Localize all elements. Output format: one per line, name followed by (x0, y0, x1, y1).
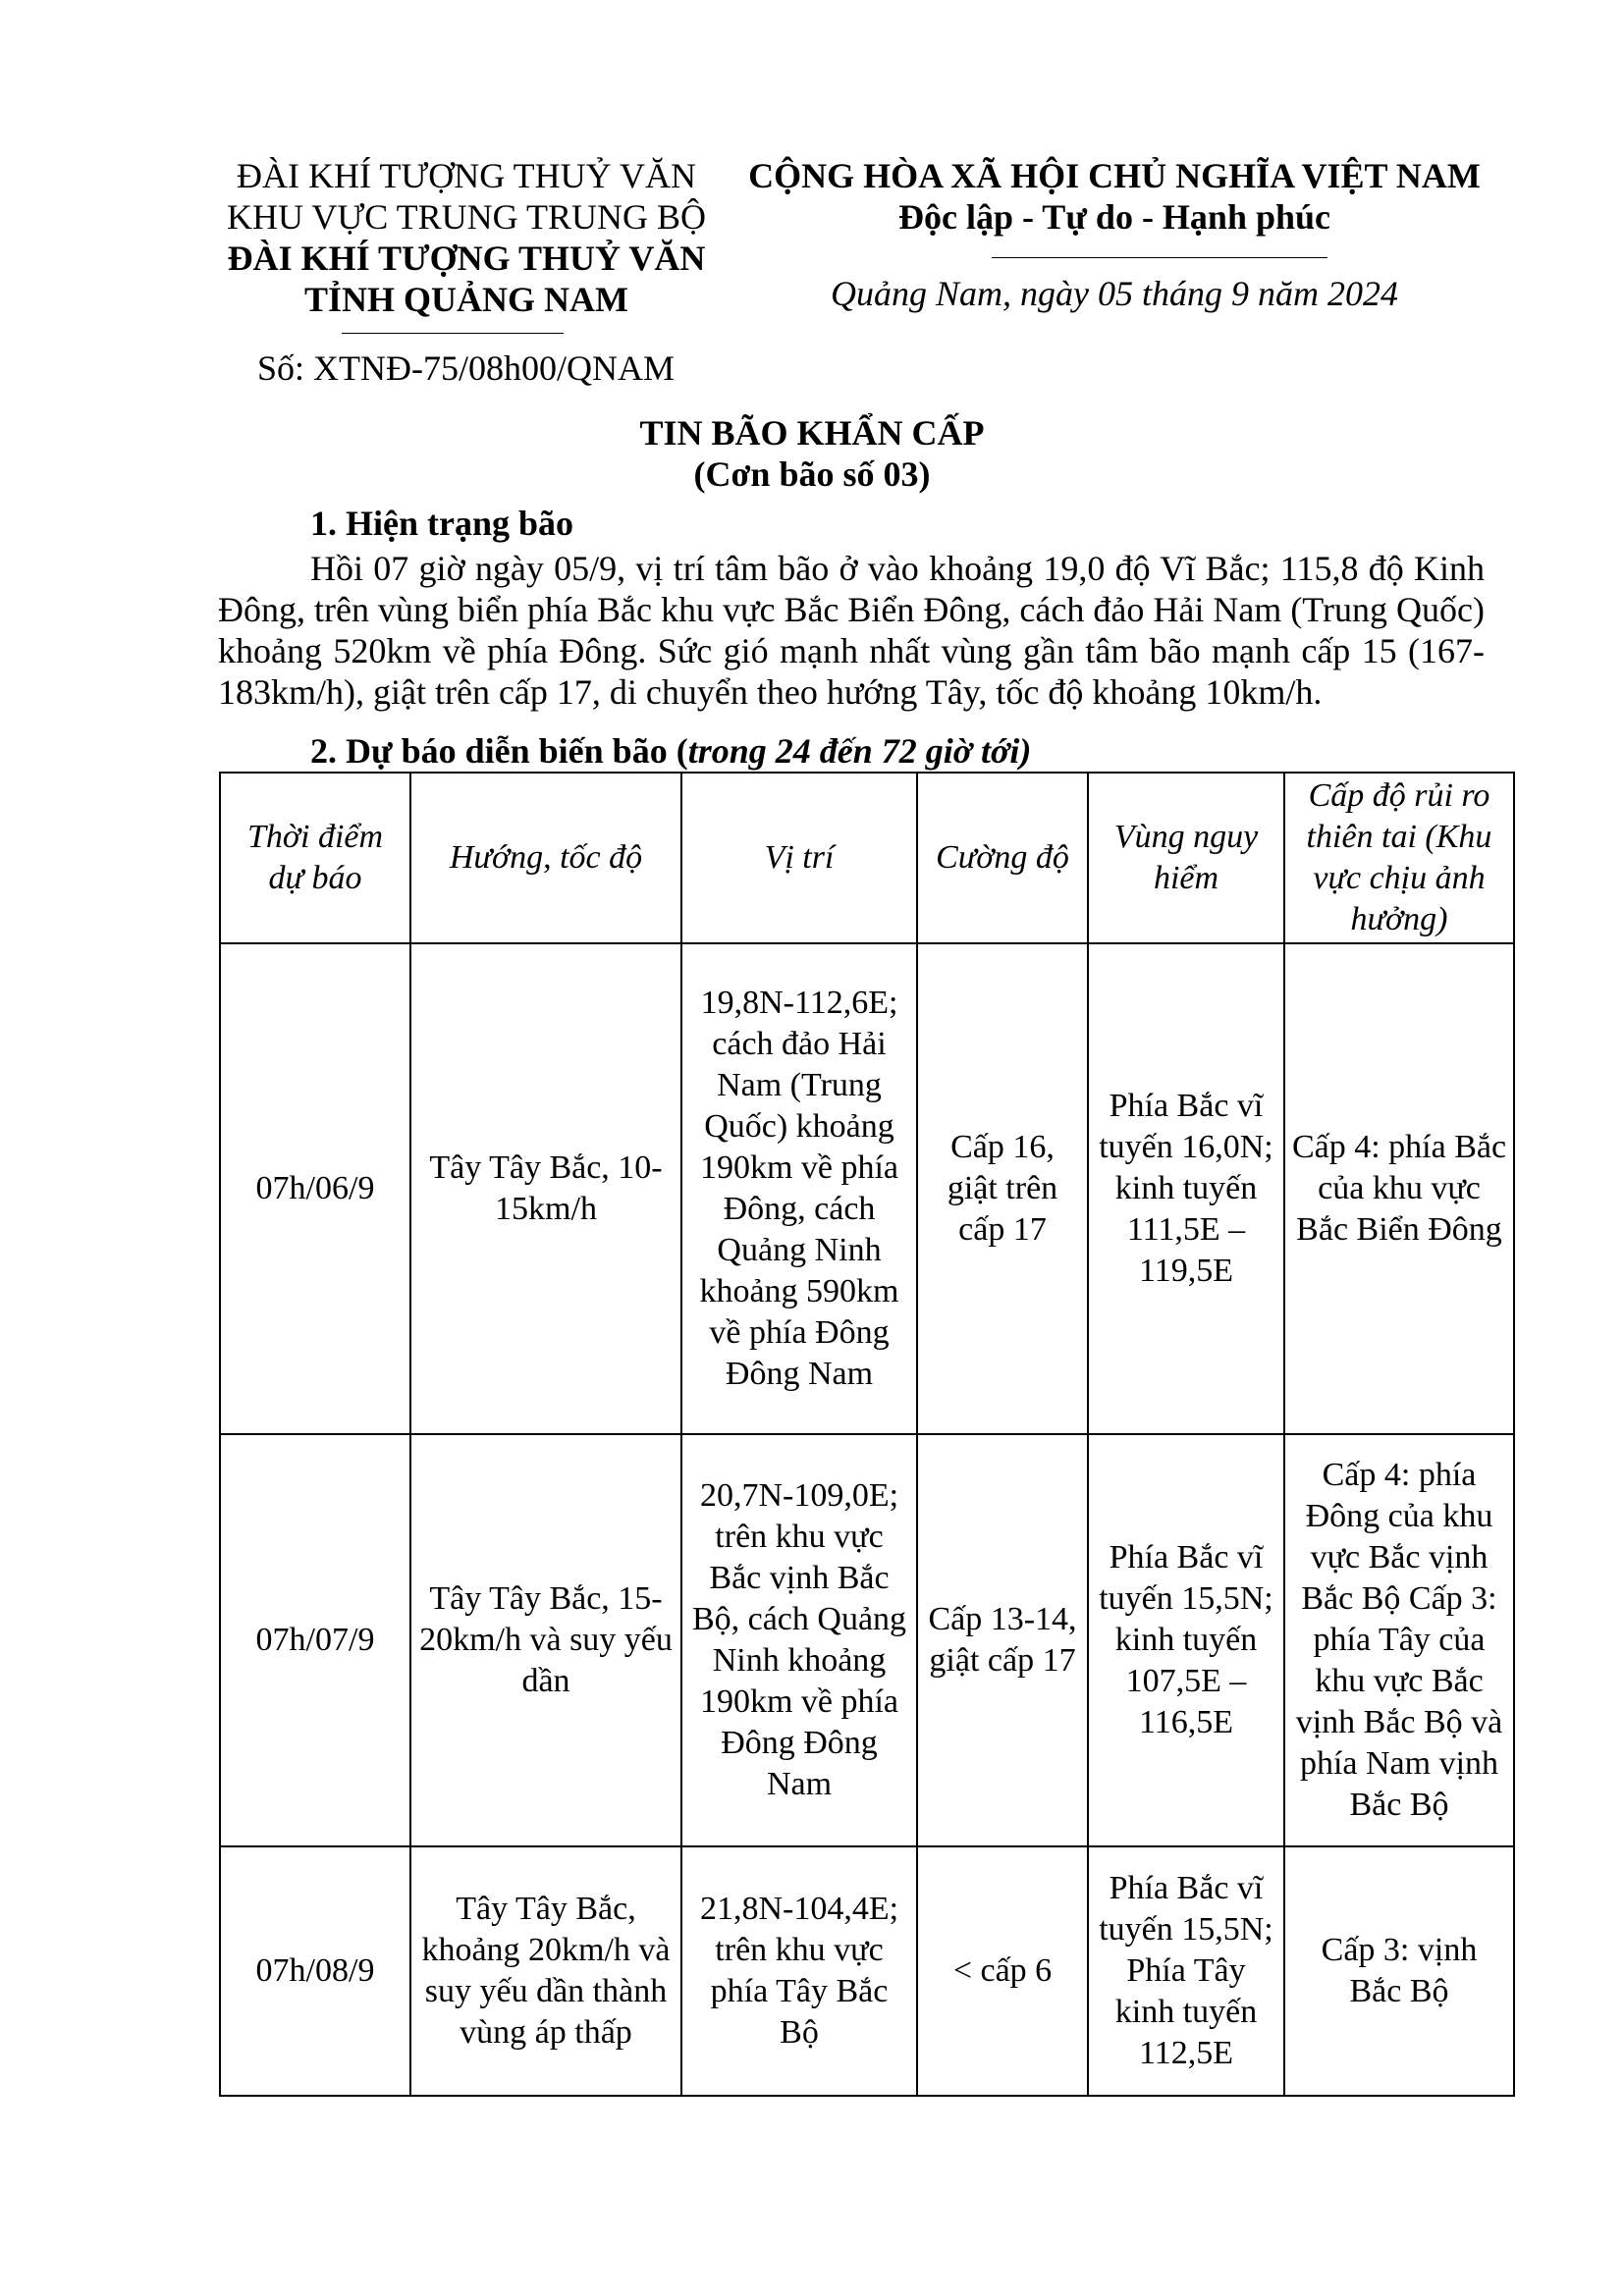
cell-time: 07h/08/9 (220, 1846, 410, 2096)
forecast-table (219, 772, 1515, 2097)
cell-danger-zone: Phía Bắc vĩ tuyến 15,5N; Phía Tây kinh tuyến 112,5E (1088, 1846, 1284, 2096)
cell-position: 20,7N-109,0E; trên khu vực Bắc vịnh Bắc Bộ, cách Quảng Ninh khoảng 190km về phía Đông Đông Nam (681, 1434, 917, 1846)
section-1-body (218, 548, 1485, 713)
header-direction: Hướng, tốc độ (410, 773, 681, 943)
header-position: Vị trí (681, 773, 917, 943)
title-sub: (Cơn bão số 03) (693, 454, 931, 494)
table-header-row (220, 773, 1514, 943)
table-row (220, 1434, 1514, 1846)
table-row (220, 1846, 1514, 2096)
issue-date: Quảng Nam, ngày 05 tháng 9 năm 2024 (831, 274, 1398, 313)
cell-direction: Tây Tây Bắc, 15-20km/h và suy yếu dần (410, 1434, 681, 1846)
header-risk-level: Cấp độ rủi ro thiên tai (Khu vực chịu ảnh hưởng) (1284, 773, 1514, 943)
cell-intensity: Cấp 13-14, giật cấp 17 (917, 1434, 1088, 1846)
cell-intensity: < cấp 6 (917, 1846, 1088, 2096)
cell-position: 21,8N-104,4E; trên khu vực phía Tây Bắc Bộ (681, 1846, 917, 2096)
section-2-heading-bold: 2. Dự báo diễn biến bão ( (310, 731, 688, 771)
section-1-heading: 1. Hiện trạng bão (310, 504, 574, 543)
header-danger-zone: Vùng nguy hiểm (1088, 773, 1284, 943)
agency-line-1: ĐÀI KHÍ TƯỢNG THUỶ VĂN (237, 156, 696, 195)
country-name: CỘNG HÒA XÃ HỘI CHỦ NGHĨA VIỆT NAM (748, 156, 1481, 195)
cell-risk-level: Cấp 3: vịnh Bắc Bộ (1284, 1846, 1514, 2096)
agency-line-3: ĐÀI KHÍ TƯỢNG THUỶ VĂN (227, 239, 706, 278)
storm-status-paragraph: Hồi 07 giờ ngày 05/9, vị trí tâm bão ở vào khoảng 19,0 độ Vĩ Bắc; 115,8 độ Kinh Đông, trên vùng biển phía Bắc khu vực Bắc Biển Đông, cách đảo Hải Nam (Trung Quốc) khoảng 520km về phía Đông. Sức gió mạnh nhất vùng gần tâm bão mạnh cấp 15 (167-183km/h), giật trên cấp 17, di chuyển theo hướng Tây, tốc độ khoảng 10km/h. (218, 549, 1485, 712)
cell-time: 07h/07/9 (220, 1434, 410, 1846)
section-2-heading (310, 730, 1031, 772)
document-title (0, 412, 1624, 495)
cell-risk-level: Cấp 4: phía Bắc của khu vực Bắc Biển Đông (1284, 943, 1514, 1434)
agency-line-4: TỈNH QUẢNG NAM (304, 280, 628, 319)
table-row (220, 943, 1514, 1434)
motto: Độc lập - Tự do - Hạnh phúc (897, 197, 1331, 237)
section-2-heading-italic: trong 24 đến 72 giờ tới) (687, 731, 1032, 771)
right-header-divider (992, 257, 1327, 258)
national-motto-header (727, 155, 1502, 314)
agency-line-2: KHU VỰC TRUNG TRUNG BỘ (227, 197, 706, 237)
header-time: Thời điểm dự báo (220, 773, 410, 943)
document-number: Số: XTNĐ-75/08h00/QNAM (257, 348, 676, 388)
cell-direction: Tây Tây Bắc, 10-15km/h (410, 943, 681, 1434)
issuing-agency-header (206, 155, 727, 320)
header-intensity: Cường độ (917, 773, 1088, 943)
cell-risk-level: Cấp 4: phía Đông của khu vực Bắc vịnh Bắc Bộ Cấp 3: phía Tây của khu vực Bắc vịnh Bắc Bộ và phía Nam vịnh Bắc Bộ (1284, 1434, 1514, 1846)
cell-danger-zone: Phía Bắc vĩ tuyến 15,5N; kinh tuyến 107,5E – 116,5E (1088, 1434, 1284, 1846)
cell-position: 19,8N-112,6E; cách đảo Hải Nam (Trung Quốc) khoảng 190km về phía Đông, cách Quảng Ninh khoảng 590km về phía Đông Đông Nam (681, 943, 917, 1434)
cell-direction: Tây Tây Bắc, khoảng 20km/h và suy yếu dần thành vùng áp thấp (410, 1846, 681, 2096)
cell-time: 07h/06/9 (220, 943, 410, 1434)
left-header-divider (342, 333, 564, 334)
cell-danger-zone: Phía Bắc vĩ tuyến 16,0N; kinh tuyến 111,5E – 119,5E (1088, 943, 1284, 1434)
title-main: TIN BÃO KHẨN CẤP (639, 413, 985, 453)
cell-intensity: Cấp 16, giật trên cấp 17 (917, 943, 1088, 1434)
